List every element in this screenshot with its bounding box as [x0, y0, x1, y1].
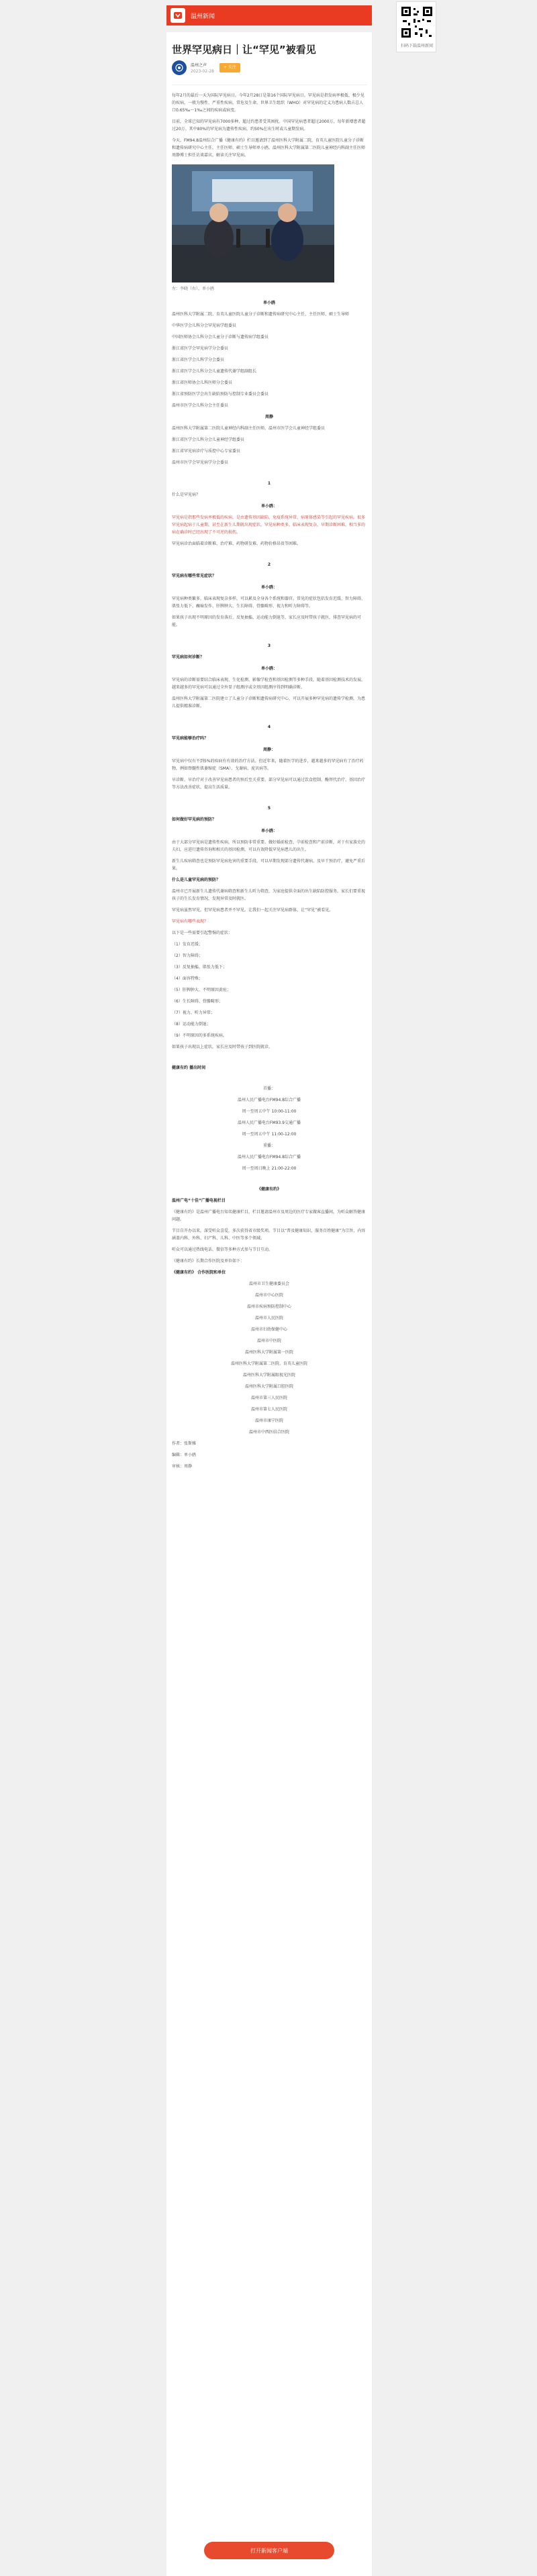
list-item: （5）肝脾肿大、不明原因黄疸；	[172, 988, 231, 992]
follow-button[interactable]: + 关注	[219, 63, 240, 72]
footer-line: 审核：周静	[172, 1464, 193, 1469]
guest-line: 浙江省医学会儿科分会儿童遗传代谢学组副组长	[172, 369, 257, 374]
schedule-line: 重播：	[262, 1143, 275, 1148]
section-text: 罕见病种类繁多，临床表现复杂多样，可以累及全身各个系统和器官。常见的症状包括发育迟缓、智力障碍、肌张力低下、癫痫发作、肝脾肿大、生长障碍、骨骼畸形、视力和听力障碍等。	[172, 597, 366, 609]
schedule-line: 温州人民广播电台FM94.8综合广播	[238, 1155, 301, 1160]
section-text: 罕见病诊治面临着诊断难、治疗难、药物研发难、药物价格昂贵等困难。	[172, 542, 301, 546]
program2-text: 《健康有约》长期合作医院及单位如下：	[172, 1259, 245, 1264]
section-question: 罕见病如何诊断？	[172, 655, 205, 660]
partner-item: 温州市中医院	[256, 1339, 281, 1343]
partner-item: 温州医科大学附属眼视光医院	[242, 1373, 295, 1378]
list-item: （8）运动能力倒退；	[172, 1022, 211, 1027]
qr-code-icon	[400, 5, 434, 39]
photo-caption: 左：李晓（右），单小鸥	[172, 287, 215, 291]
guest-line: 温州市医学会儿科分会主任委员	[172, 403, 229, 408]
list-item: （1）发育迟缓；	[172, 942, 203, 947]
program2-text: 《健康有约》是温州广播电台知名健康栏目，栏目邀请温州市及周边的医疗专家做客直播间，为听众解答健康问题。	[172, 1210, 366, 1222]
guest-heading: 单小鸥	[262, 301, 275, 305]
guest-line: 温州医科大学附属第二医院儿童神经内科副主任医师，温州市医学会儿童神经学组委员	[172, 426, 326, 431]
guest-line: 温州医科大学附属二院、育英儿童医院儿童分子诊断和遗传病研究中心主任、主任医师、硕士生导师	[172, 312, 350, 317]
guest-line: 中国医师协会儿科分会儿童分子诊断与遗传病学组委员	[172, 335, 269, 340]
footer-line: 作者：张斯雅	[172, 1441, 197, 1446]
guest-line: 浙江省医学会儿科分会儿童神经学组委员	[172, 437, 245, 442]
section-question: 罕见病有哪些常见症状？	[172, 574, 217, 578]
schedule-line: 温州人民广播电台FM93.9交通广播	[238, 1121, 301, 1125]
section-question: 罕见病能够治疗吗？	[172, 736, 209, 741]
avatar[interactable]	[172, 60, 187, 75]
speaker-label: 单小鸥：	[260, 585, 277, 590]
guest-line: 浙江省医师协会儿科医师分会委员	[172, 380, 233, 385]
intro-paragraph: 每年2月的最后一天为国际罕见病日。今年2月28日是第16个国际罕见病日。罕见病是指发病率极低、极少见的疾病，一般为慢性、严重性疾病，常危及生命。世界卫生组织（WHO）对罕见病的定义为患病人数占总人口0.65‰～1‰之间的疾病或病变。	[172, 93, 364, 113]
app-logo-icon	[170, 8, 185, 23]
partner-item: 温州市第七人民医院	[250, 1407, 287, 1412]
section-text: 新生儿疾病筛查也是预防罕见病危害的重要手段，可以早期发现部分遗传代谢病，及早干预治疗，避免严重后果。	[172, 859, 366, 871]
program2-title: 《健康有约》	[256, 1187, 281, 1192]
section-number: 3	[267, 643, 271, 648]
article-card	[166, 32, 372, 2576]
section-number: 2	[267, 562, 271, 567]
guest-line: 浙江省医学会儿科学分会委员	[172, 358, 225, 362]
partner-item: 温州医科大学附属第一医院	[244, 1350, 293, 1355]
section-number: 1	[267, 481, 271, 486]
speaker-label: 单小鸥：	[260, 666, 277, 671]
intro-paragraph: 今天，FM94.8温州综合广播《健康有约》栏目邀请到了温州医科大学附属二院，育英儿童医院儿童分子诊断和遗传病研究中心主任，主任医师、硕士生导师单小鸥，温州医科大学附属第二医院儿童神经内科副主任医师周静博士担任访谈嘉宾，解读关注罕见病。	[172, 138, 366, 158]
app-title: 温州新闻	[191, 13, 215, 20]
section-text: 罕见病虽然罕见，但罕见病患者并不罕见。让我们一起关注罕见病群体，让“罕见”被看见。	[172, 908, 334, 913]
partner-item: 温州市卫生健康委员会	[248, 1282, 289, 1286]
partners-title: 《健康有约》 合作医院和单位	[172, 1270, 226, 1275]
section-question: 什么是罕见病？	[172, 493, 201, 497]
qr-download-card[interactable]	[396, 1, 436, 52]
author-row	[172, 60, 367, 75]
section-text: 由于大部分罕见病是遗传性疾病，所以预防非常重要。做好婚前检查、孕前检查和产前诊断，对于有家族史的夫妇，应进行遗传咨询和相关的基因检测，可以有效降低罕见病患儿的出生。	[172, 840, 366, 852]
partner-item: 温州市第三人民医院	[250, 1396, 287, 1400]
list-item: （2）智力障碍；	[172, 954, 203, 958]
brand-header[interactable]	[166, 5, 372, 25]
guest-line: 浙江省医学会罕见病学分会委员	[172, 346, 229, 351]
guest-line: 温州市医学会罕见病学分会委员	[172, 460, 229, 465]
guest-line: 中华医学会儿科分会罕见病学组委员	[172, 323, 237, 328]
section-text: 温州市已开展新生儿遗传代谢病筛查和新生儿听力筛查，为家庭提供全面的出生缺陷防控服务。家长们要重视孩子的生长发育情况，发现异常及时就医。	[172, 889, 366, 901]
list-item: （9）不明原因的多系统疾病。	[172, 1033, 227, 1038]
speaker-label: 单小鸥：	[260, 829, 277, 833]
list-item: （7）视力、听力异常；	[172, 1011, 215, 1015]
publish-time: 2023-02-28	[191, 69, 214, 74]
partner-item: 温州市康宁医院	[254, 1419, 283, 1423]
program2-subtitle: 温州广电“十佳”广播电视栏目	[172, 1198, 226, 1203]
list-item: （6）生长障碍、骨骼畸形；	[172, 999, 223, 1004]
closing-text: 如果孩子出现以上症状，家长应及时带孩子到医院就诊。	[172, 1045, 273, 1049]
section-text: 罕见病是指那些发病率极低的疾病，是由遗传基因缺陷、免疫系统异常、病原体感染等引起的罕见疾病。很多罕见病起病于儿童期，甚至在新生儿期就出现症状，罕见病种类多，临床表现复杂，早期诊断困难，相当多的病在确诊时已经出现了不可逆的损伤。	[172, 515, 366, 535]
guest-heading: 周静	[264, 415, 273, 419]
section-text: 罕见病的诊断需要结合临床表现、生化检测、影像学检查和基因检测等多种手段。随着基因检测技术的发展，越来越多的罕见病可以通过全外显子组测序或全基因组测序得到明确诊断。	[172, 678, 366, 690]
partner-item: 温州市疾病预防控制中心	[246, 1304, 291, 1309]
program-title: 健康有约 播出时间	[172, 1066, 206, 1070]
footer-line: 编辑：单小鸥	[172, 1453, 197, 1457]
schedule-line: 温州人民广播电台FM94.8综合广播	[238, 1098, 301, 1102]
interview-photo	[172, 164, 334, 282]
section-text: 如果孩子出现不明原因的发育落后、反复抽搐、运动能力倒退等，家长应及时带孩子就医，排查罕见病的可能。	[172, 615, 362, 627]
program2-text: 节目自开办以来，深受听众喜爱，多次获得省市级奖项。节目以“普及健康知识，服务百姓健康”为宗旨，内容涵盖内科、外科、妇产科、儿科、中医等多个领域。	[172, 1229, 366, 1241]
partner-item: 温州市中西医结合医院	[248, 1430, 289, 1435]
section-text: 温州医科大学附属第二医院建立了儿童分子诊断和遗传病研究中心，可以开展多种罕见病的遗传学检测，为患儿提供精准诊断。	[172, 697, 366, 709]
guest-line: 浙江省预防医学会出生缺陷预防与控制专业委员会委员	[172, 392, 269, 397]
list-lead: 以下是一些需要引起警惕的症状：	[172, 931, 233, 935]
guest-line: 浙江省罕见病诊疗与质控中心专家委员	[172, 449, 241, 454]
speaker-label: 单小鸥：	[260, 504, 277, 509]
inline-link[interactable]: 什么是儿童罕见病的预防？	[172, 878, 221, 882]
partner-item: 温州医科大学附属口腔医院	[244, 1384, 293, 1389]
program2-text: 听众可以通过热线电话、微信等多种方式参与节目互动。	[172, 1247, 273, 1252]
open-app-button[interactable]: 打开新闻客户端	[204, 2542, 334, 2559]
list-item: （3）反复抽搐、肌张力低下；	[172, 965, 227, 970]
section-number: 5	[267, 806, 271, 811]
list-item: （4）面容特殊；	[172, 976, 203, 981]
schedule-line: 周一至周五中午 11:00-12:00	[242, 1132, 297, 1137]
radio-icon	[175, 63, 184, 72]
schedule-line: 首播：	[262, 1086, 275, 1091]
section-number: 4	[267, 725, 271, 729]
top-bar	[0, 0, 537, 32]
partner-item: 温州市人民医院	[254, 1316, 283, 1321]
article-body	[166, 85, 372, 1477]
partner-item: 温州医科大学附属第二医院、育英儿童医院	[230, 1361, 307, 1366]
section-text: 罕见病中仅有不到5%的疾病有有效的治疗方法。但近年来，随着医学的进步，越来越多的罕见病有了治疗药物，例如脊髓性肌萎缩症（SMA）、戈谢病、庞贝病等。	[172, 759, 364, 771]
list-intro: 罕见病有哪些表现？	[172, 919, 209, 924]
section-text: 早诊断、早治疗对于改善罕见病患者的预后至关重要。部分罕见病可以通过饮食控制、酶替代治疗、基因治疗等方法改善症状，提高生活质量。	[172, 778, 366, 790]
section-question: 如何做好罕见病的预防？	[172, 817, 217, 822]
intro-paragraph: 目前，全球已知的罕见病有7000多种，超过约患者受其困扰。中国罕见病患者超过2000万，每年新增患者超过20万。其中80%的罕见病为遗传性疾病，约50%在出生时或儿童期发病。	[172, 119, 366, 132]
partner-item: 温州市妇幼保健中心	[250, 1327, 287, 1332]
schedule-line: 周一至周日晚上 21:00-22:00	[242, 1166, 297, 1171]
speaker-label: 周静：	[262, 748, 275, 752]
qr-label: 扫码下载温州新闻	[400, 44, 433, 48]
author-name[interactable]: 温州之声	[191, 63, 207, 68]
article-title: 世界罕见病日｜让“罕见”被看见	[172, 44, 316, 56]
schedule-line: 周一至周五中午 10:00-11:00	[242, 1109, 297, 1114]
partner-item: 温州市中心医院	[254, 1293, 283, 1298]
